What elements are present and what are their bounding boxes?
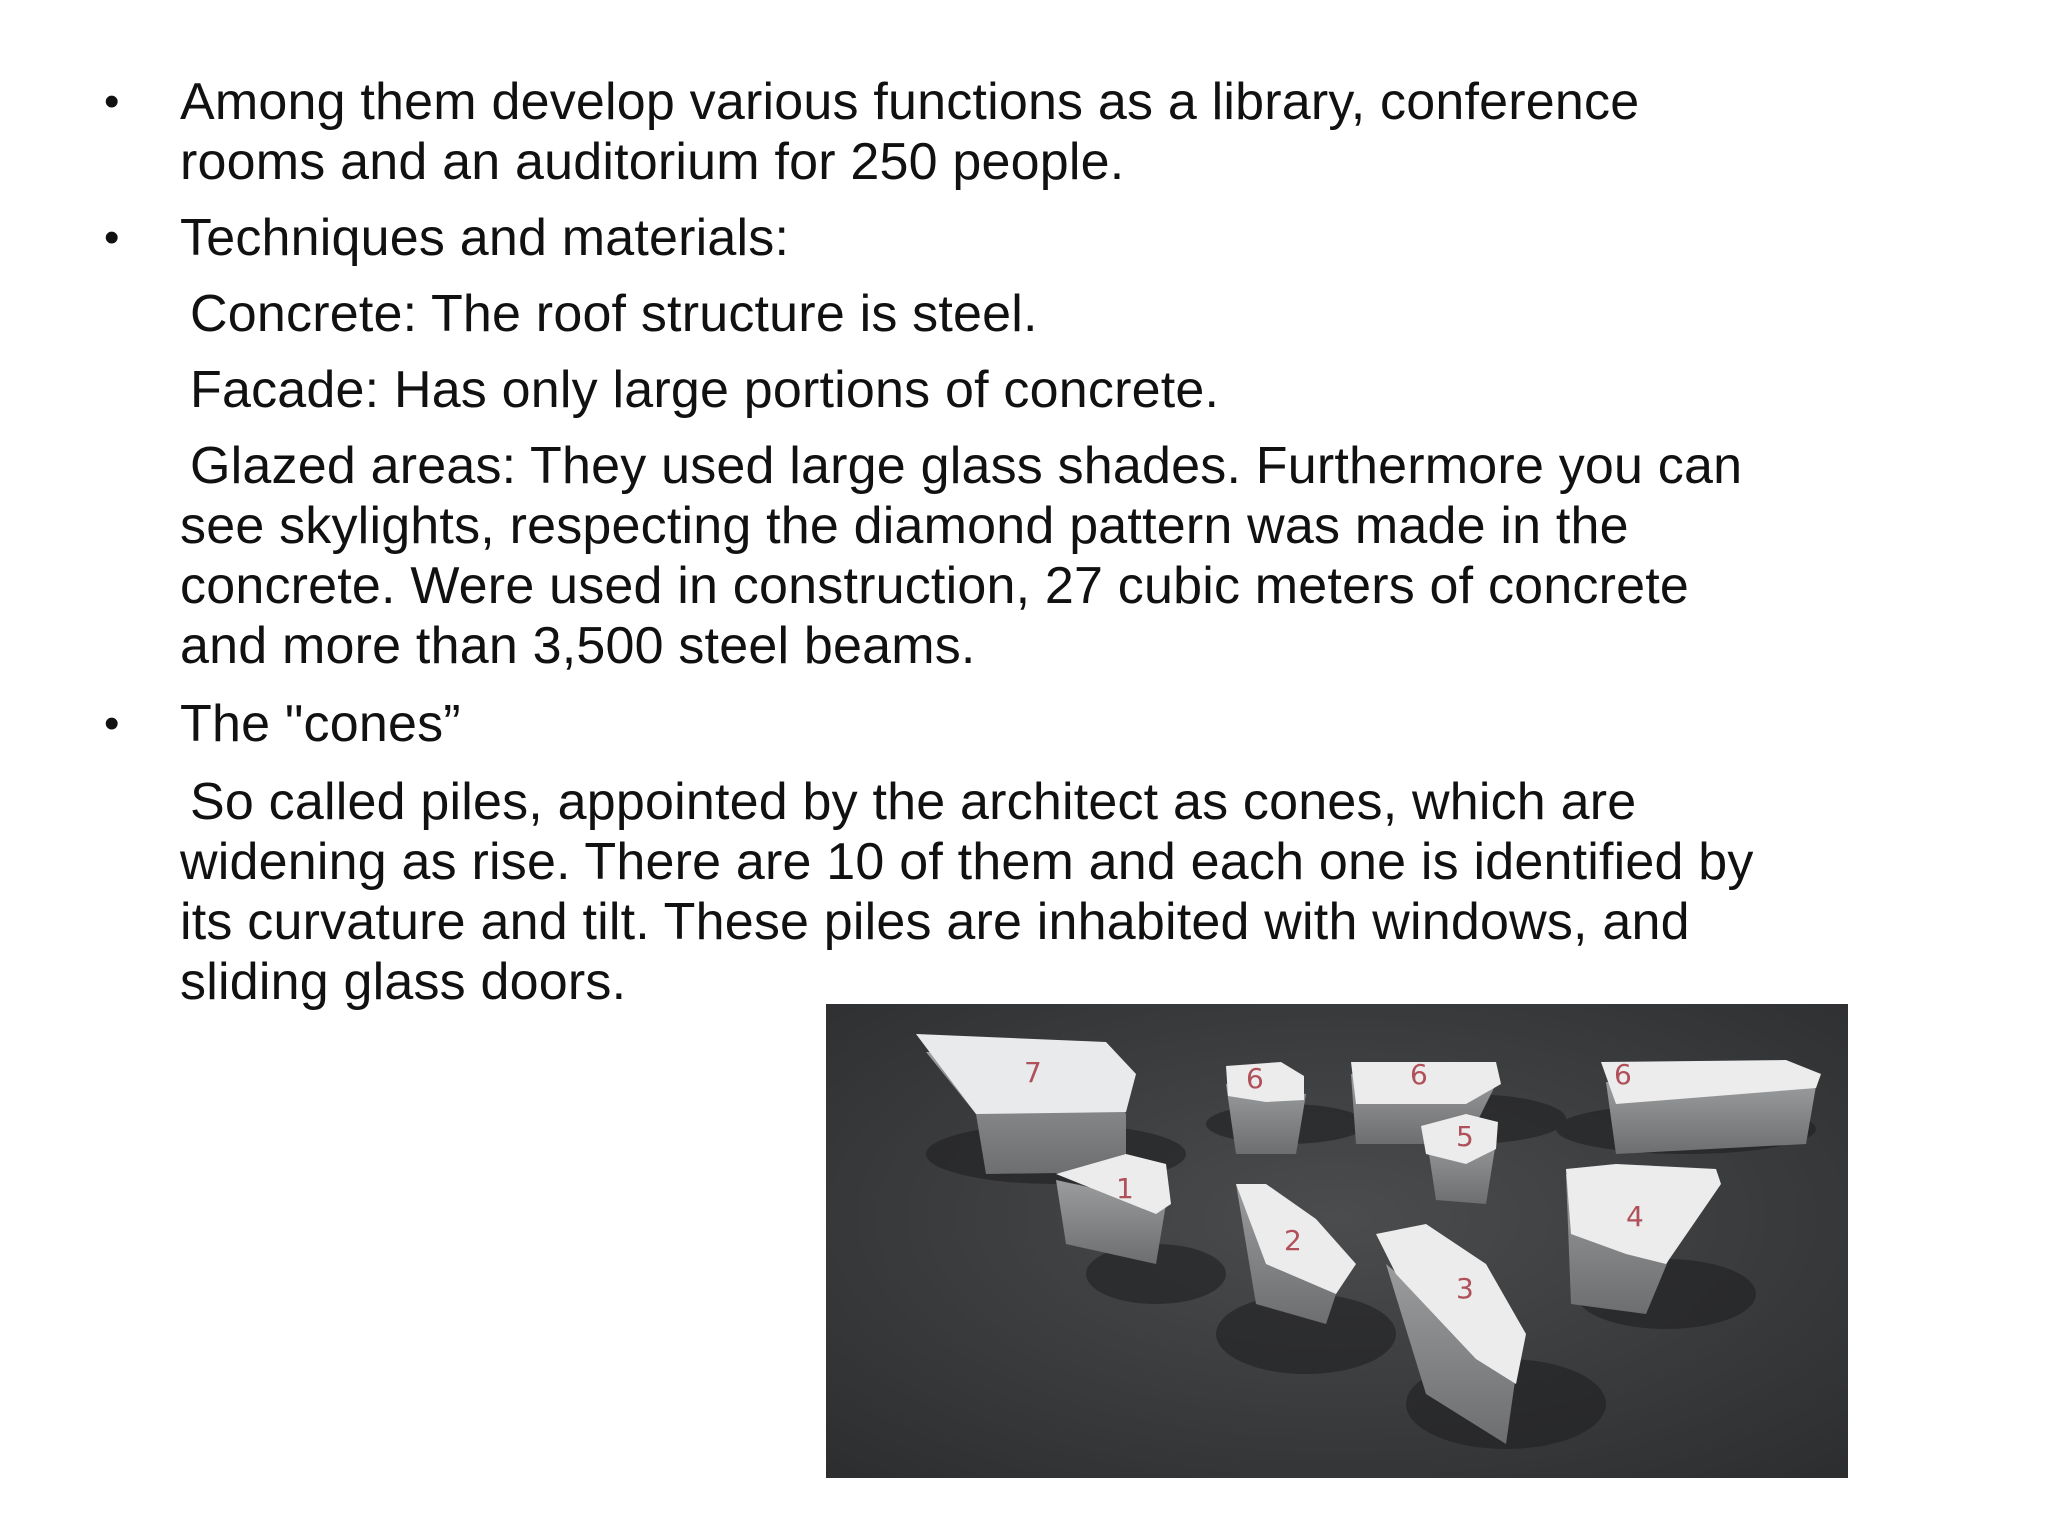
glazed-paragraph-line-4: and more than 3,500 steel beams. bbox=[180, 617, 976, 675]
block-label: 1 bbox=[1116, 1172, 1134, 1205]
bullet-1-line-1: Among them develop various functions as a library, conference bbox=[180, 73, 1640, 131]
bullet-marker: • bbox=[104, 213, 120, 262]
cones-paragraph-line-3: its curvature and tilt. These piles are inhabited with windows, and bbox=[180, 893, 1690, 951]
bullet-2-line-1: Techniques and materials: bbox=[180, 209, 790, 267]
cones-paragraph-line-1: So called piles, appointed by the architect as cones, which are bbox=[190, 773, 1637, 831]
block-label: 7 bbox=[1024, 1056, 1042, 1089]
model-blocks-photo bbox=[826, 1004, 1848, 1478]
bullet-1-line-2: rooms and an auditorium for 250 people. bbox=[180, 133, 1125, 191]
cones-paragraph-line-2: widening as rise. There are 10 of them and each one is identified by bbox=[180, 833, 1754, 891]
block-6c bbox=[1601, 1060, 1821, 1154]
bullet-marker: • bbox=[104, 77, 120, 126]
block-label: 3 bbox=[1456, 1272, 1474, 1305]
block-label: 6 bbox=[1246, 1062, 1264, 1095]
block-label: 4 bbox=[1626, 1200, 1644, 1233]
glazed-paragraph-line-2: see skylights, respecting the diamond pattern was made in the bbox=[180, 497, 1629, 555]
facade-paragraph: Facade: Has only large portions of concrete. bbox=[190, 361, 1220, 419]
cones-paragraph-line-4: sliding glass doors. bbox=[180, 953, 627, 1011]
block-label: 6 bbox=[1614, 1058, 1632, 1091]
block-label: 5 bbox=[1456, 1120, 1474, 1153]
block-label: 2 bbox=[1284, 1224, 1302, 1257]
block-6a bbox=[1226, 1062, 1306, 1154]
concrete-paragraph: Concrete: The roof structure is steel. bbox=[190, 285, 1038, 343]
glazed-paragraph-line-1: Glazed areas: They used large glass shades. Furthermore you can bbox=[190, 437, 1743, 495]
glazed-paragraph-line-3: concrete. Were used in construction, 27 cubic meters of concrete bbox=[180, 557, 1690, 615]
bullet-marker: • bbox=[104, 699, 120, 748]
bullet-3-line-1: The "cones” bbox=[180, 695, 461, 753]
block-label: 6 bbox=[1410, 1058, 1428, 1091]
